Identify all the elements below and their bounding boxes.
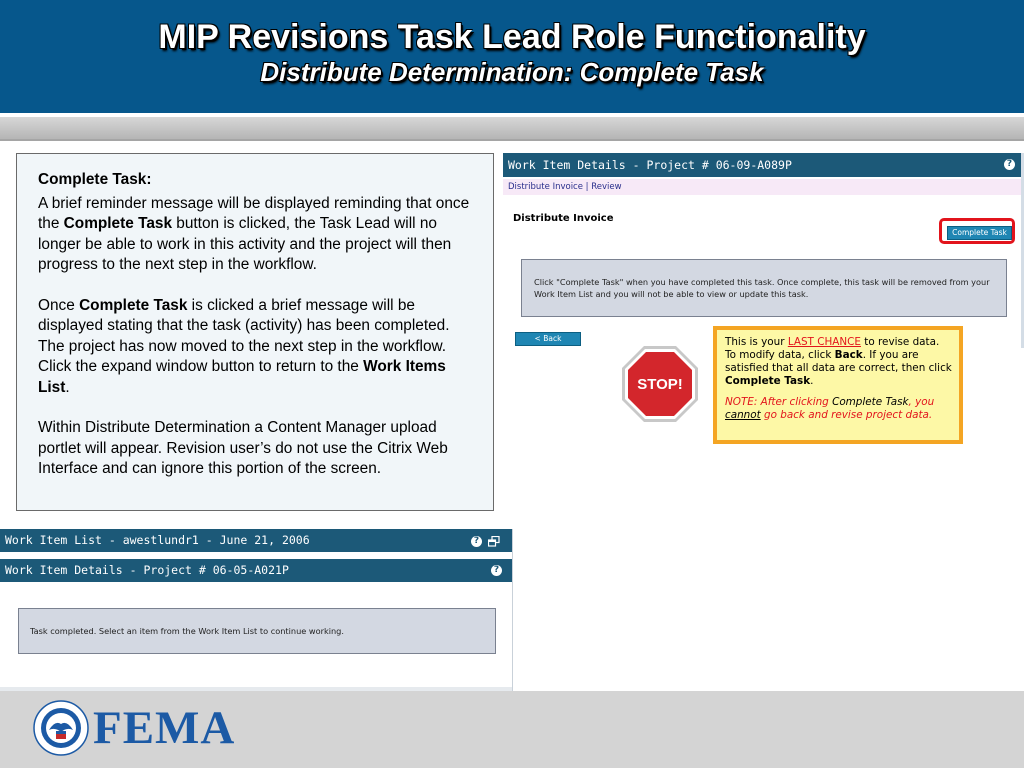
portlet-titlebar bbox=[503, 153, 1024, 177]
last-chance-warning bbox=[713, 326, 963, 444]
work-item-list-title: Work Item List - awestlundr1 - June 21, 2006 bbox=[5, 533, 310, 547]
expand-window-icon[interactable] bbox=[488, 536, 500, 547]
work-item-list-bar bbox=[0, 529, 512, 552]
work-item-details-portlet bbox=[503, 153, 1024, 348]
help-icon[interactable]: ? bbox=[471, 536, 482, 547]
help-icon[interactable]: ? bbox=[491, 565, 502, 576]
stop-sign-text: STOP! bbox=[637, 376, 683, 393]
warning-text bbox=[725, 336, 953, 388]
text-run: NOTE: After clicking bbox=[725, 396, 833, 408]
slide-header bbox=[0, 0, 1024, 113]
bold-complete-task: Complete Task bbox=[79, 296, 188, 314]
instruction-paragraph-3: Within Distribute Determination a Content Manager upload portlet will appear. Revision user’s do not use the Citrix Web Interface and can ignore this portion of the screen. bbox=[38, 419, 448, 477]
text-run: button is clicked, the Task Lead will no longer be able to work in this activity and the project will then progress to the next step in the workflow. bbox=[38, 215, 452, 273]
text-run: . bbox=[810, 375, 814, 387]
back-button[interactable]: < Back bbox=[515, 332, 581, 346]
text-run: . bbox=[65, 378, 70, 396]
highlight-box bbox=[939, 218, 1015, 244]
stop-sign-icon bbox=[621, 345, 699, 423]
slide-subtitle: Distribute Determination: Complete Task bbox=[260, 57, 764, 87]
text-run: to revise data. To modify data, click bbox=[725, 336, 940, 361]
fema-logo-text: FEMA bbox=[93, 702, 236, 754]
work-item-screenshot bbox=[0, 529, 513, 691]
grey-band bbox=[0, 117, 1024, 141]
bold-work-items-list: Work Items List bbox=[38, 358, 446, 396]
bold-complete-task: Complete Task bbox=[63, 215, 173, 232]
dhs-seal-logo bbox=[33, 700, 89, 756]
text-run: This is your bbox=[725, 336, 788, 348]
work-item-details-bar bbox=[0, 559, 512, 582]
text-run: Once bbox=[38, 296, 80, 314]
slide-title: MIP Revisions Task Lead Role Functionality bbox=[158, 18, 866, 56]
text-run: . If you are satisfied that all data are correct, then click bbox=[725, 349, 952, 374]
instruction-textbox bbox=[16, 153, 494, 511]
warning-note bbox=[725, 396, 953, 422]
bold-complete-task: Complete Task bbox=[725, 375, 811, 387]
task-completed-message: Task completed. Select an item from the Work Item List to continue working. bbox=[18, 608, 496, 654]
text-run: is clicked a brief message will be displayed stating that the task (activity) has been completed. The project has now moved to the next step in the workflow. Click the expand window button to return to the bbox=[38, 296, 450, 375]
text-run: A brief reminder message will be displayed reminding that once the bbox=[38, 194, 470, 232]
instruction-message: Click "Complete Task" when you have completed this task. Once complete, this task will be removed from your Work Item List and you will not be able to view or update this task. bbox=[521, 259, 1007, 317]
text-run: , you bbox=[908, 396, 935, 408]
note-cannot: cannot bbox=[725, 409, 761, 421]
note-complete-task: Complete Task bbox=[832, 396, 909, 408]
help-icon[interactable]: ? bbox=[1004, 159, 1015, 170]
complete-task-button[interactable]: Complete Task bbox=[947, 226, 1012, 240]
bold-back: Back bbox=[834, 349, 863, 361]
instruction-paragraph-1 bbox=[38, 194, 479, 276]
instruction-heading: Complete Task: bbox=[38, 171, 152, 188]
breadcrumb-tabs[interactable]: Distribute Invoice | Review bbox=[503, 179, 1024, 195]
text-run: go back and revise project data. bbox=[760, 409, 933, 421]
instruction-paragraph-2 bbox=[38, 296, 479, 399]
work-item-details-title: Work Item Details - Project # 06-05-A021P bbox=[5, 563, 289, 577]
last-chance-text: LAST CHANCE bbox=[787, 336, 861, 348]
section-title: Distribute Invoice bbox=[513, 213, 614, 224]
portlet-title: Work Item Details - Project # 06-09-A089P bbox=[508, 158, 792, 172]
